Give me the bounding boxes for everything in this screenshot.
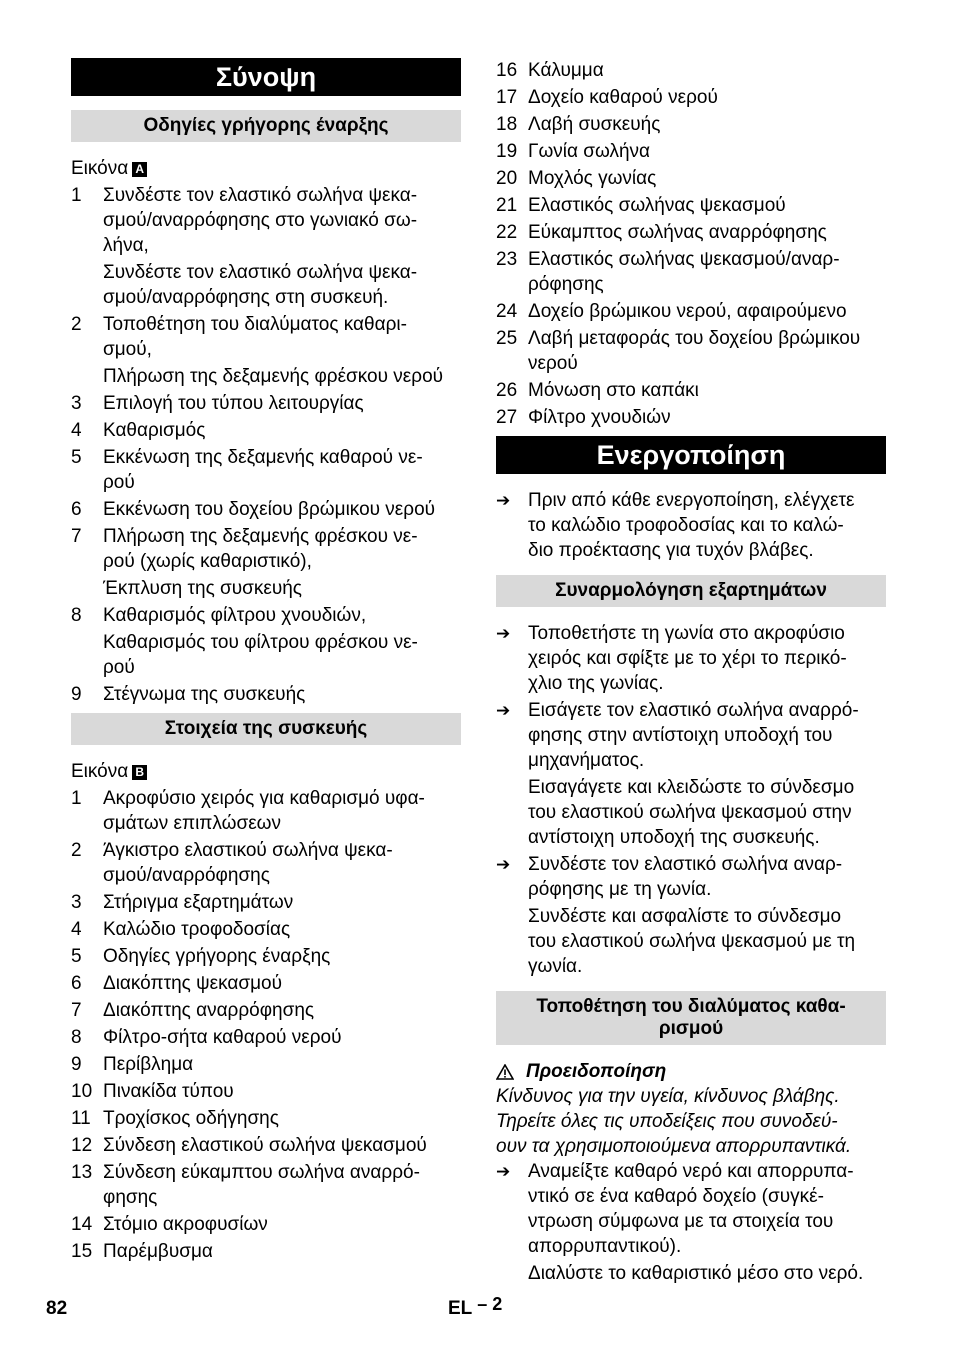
list-item-text: Δοχείο καθαρού νερού <box>528 87 718 108</box>
list-item-number: 11 <box>71 1108 91 1129</box>
subsection-title-assembly: Συναρμολόγηση εξαρτημάτων <box>496 575 886 607</box>
list-item-number: 15 <box>71 1241 93 1262</box>
element-item <box>496 220 886 245</box>
list-item-text: Περίβλημα <box>103 1054 194 1075</box>
assembly-step-3 <box>496 852 886 902</box>
quickstart-item <box>71 445 461 495</box>
list-item-text: Επιλογή του τύπου λειτουργίας <box>103 393 364 414</box>
list-item-text: Λαβή μεταφοράς του δοχείου βρώμικου νερού <box>528 328 861 374</box>
element-item <box>71 786 461 836</box>
list-item-text: Συνδέστε τον ελαστικό σωλήνα ψεκα- σμού/αναρρόφησης στο γωνιακό σω- λήνα, <box>103 185 418 256</box>
list-item-number <box>71 576 103 601</box>
quickstart-list <box>71 183 461 707</box>
list-item-number: 18 <box>496 114 518 135</box>
right-column <box>496 58 886 1288</box>
list-item-number: 7 <box>71 1000 82 1021</box>
assembly-step-3-continuation: Συνδέστε και ασφαλίστε το σύνδεσμο του ελαστικού σωλήνα ψεκασμού με τη γωνία. <box>528 906 856 977</box>
list-item-number <box>71 260 103 310</box>
list-item-number: 5 <box>71 447 82 468</box>
element-item <box>496 139 886 164</box>
list-item-number: 1 <box>71 185 82 206</box>
element-item <box>496 85 886 110</box>
warning-heading <box>496 1059 886 1084</box>
element-item <box>71 1025 461 1050</box>
quickstart-item <box>71 682 461 707</box>
list-item-number: 3 <box>71 892 82 913</box>
element-item <box>496 326 886 376</box>
list-item-text: Πλήρωση της δεξαμενής φρέσκου νερού <box>103 366 444 387</box>
list-item-number: 19 <box>496 141 518 162</box>
list-item-text: Έκπλυση της συσκευής <box>103 578 302 599</box>
list-item-text: Καλώδιο τροφοδοσίας <box>103 919 291 940</box>
list-item-number: 4 <box>71 420 82 441</box>
list-item-number <box>71 364 103 389</box>
element-item <box>496 405 886 430</box>
list-item-text: Στόμιο ακροφυσίων <box>103 1214 268 1235</box>
list-item-text: Σύνδεση ελαστικού σωλήνα ψεκασμού <box>103 1135 427 1156</box>
element-item <box>71 917 461 942</box>
list-item-number: 26 <box>496 380 518 401</box>
list-item-number: 2 <box>71 840 82 861</box>
list-item-text: Μόνωση στο καπάκι <box>528 380 699 401</box>
figure-label: Εικόνα <box>71 761 129 782</box>
figure-b-badge: B <box>132 765 147 780</box>
list-item-number: 13 <box>71 1162 93 1183</box>
list-item-number: 1 <box>71 788 82 809</box>
list-item-text: Μοχλός γωνίας <box>528 168 657 189</box>
element-item <box>71 1079 461 1104</box>
list-item-number: 6 <box>71 499 82 520</box>
list-item-text: Διακόπτης ψεκασμού <box>103 973 282 994</box>
figure-ref-b <box>71 759 461 784</box>
list-item-number: 23 <box>496 249 518 270</box>
solution-step-1 <box>496 1159 886 1259</box>
list-item-text: Ακροφύσιο χειρός για καθαρισμό υφα- σμάτων επιπλώσεων <box>103 788 425 834</box>
element-item <box>496 112 886 137</box>
list-item-text: Σύνδεση εύκαμπτου σωλήνα αναρρό- φησης <box>103 1162 420 1208</box>
list-item-number: 22 <box>496 222 518 243</box>
list-item-number: 9 <box>71 684 82 705</box>
startup-note-text: Πριν από κάθε ενεργοποίηση, ελέγχετε το καλώδιο τροφοδοσίας και το καλώ- διο προέκτασης για τυχόν βλάβες. <box>528 490 855 561</box>
list-item-text: Ελαστικός σωλήνας ψεκασμού <box>528 195 786 216</box>
section-title-synopsis: Σύνοψη <box>71 58 461 96</box>
quickstart-item <box>71 364 461 389</box>
element-item <box>71 1052 461 1077</box>
list-item-text: Κάλυμμα <box>528 60 604 81</box>
list-item-number: 16 <box>496 60 518 81</box>
list-item-text: Καθαρισμός φίλτρου χνουδιών, <box>103 605 367 626</box>
list-item-text: Στήριγμα εξαρτημάτων <box>103 892 294 913</box>
list-item-number: 7 <box>71 526 82 547</box>
list-item-text: Παρέμβυσμα <box>103 1241 213 1262</box>
list-item-number: 14 <box>71 1214 93 1235</box>
element-item <box>71 971 461 996</box>
element-item <box>496 299 886 324</box>
subsection-title-quickstart: Οδηγίες γρήγορης έναρξης <box>71 110 461 142</box>
quickstart-item <box>71 524 461 574</box>
list-item-text: Καθαρισμός του φίλτρου φρέσκου νε- ρού <box>103 632 418 678</box>
list-item-number: 21 <box>496 195 518 216</box>
page-number: 82 <box>46 1298 68 1319</box>
list-item-text: Στέγνωμα της συσκευής <box>103 684 306 705</box>
elements-list-left <box>71 786 461 1264</box>
element-item <box>71 998 461 1023</box>
list-item-text: Εκκένωση της δεξαμενής καθαρού νε- ρού <box>103 447 423 493</box>
list-item-number: 2 <box>71 314 82 335</box>
list-item-text: Δοχείο βρώμικου νερού, αφαιρούμενο <box>528 301 847 322</box>
element-item <box>71 1106 461 1131</box>
elements-list-right <box>496 58 886 430</box>
list-item-text: Φίλτρο-σήτα καθαρού νερού <box>103 1027 342 1048</box>
arrow-right-icon: ➔ <box>496 855 511 874</box>
element-item <box>71 838 461 888</box>
list-item-text: Φίλτρο χνουδιών <box>528 407 671 428</box>
list-item-text: Τοποθέτηση του διαλύματος καθαρι- σμού, <box>103 314 407 360</box>
list-item-text: Πινακίδα τύπου <box>103 1081 234 1102</box>
solution-step-1-continuation: Διαλύστε το καθαριστικό μέσο στο νερό. <box>528 1263 864 1284</box>
quickstart-item <box>71 603 461 628</box>
section-title-startup: Ενεργοποίηση <box>496 436 886 474</box>
list-item-text: Διακόπτης αναρρόφησης <box>103 1000 315 1021</box>
warning-text: Κίνδυνος για την υγεία, κίνδυνος βλάβης. Τηρείτε όλες τις υποδείξεις που συνοδεύ- ουν τα χρησιμοποιούμενα απορρυπαντικά. <box>496 1086 852 1157</box>
list-item-text: Πλήρωση της δεξαμενής φρέσκου νε- ρού (χωρίς καθαριστικό), <box>103 526 418 572</box>
list-item-number: 17 <box>496 87 518 108</box>
arrow-right-icon: ➔ <box>496 491 511 510</box>
list-item-number: 4 <box>71 919 82 940</box>
list-item-number: 24 <box>496 301 518 322</box>
assembly-step-2 <box>496 698 886 773</box>
subsection-title-solution: Τοποθέτηση του διαλύματος καθα- ρισμού <box>496 991 886 1045</box>
warning-triangle-icon <box>496 1064 514 1080</box>
element-item <box>71 1133 461 1158</box>
assembly-step-1 <box>496 621 886 696</box>
quickstart-item <box>71 576 461 601</box>
list-item-number: 27 <box>496 407 518 428</box>
element-item <box>496 58 886 83</box>
element-item <box>496 166 886 191</box>
list-item-number: 10 <box>71 1081 93 1102</box>
startup-note <box>496 488 886 563</box>
footer-subpage: – 2 <box>477 1294 503 1314</box>
assembly-step-2-continuation: Εισαγάγετε και κλειδώστε το σύνδεσμο του ελαστικού σωλήνα ψεκασμού στην αντίστοιχη υποδοχή της συσκευής. <box>528 777 855 848</box>
arrow-right-icon: ➔ <box>496 624 511 643</box>
arrow-right-icon: ➔ <box>496 1162 511 1181</box>
list-item-number: 20 <box>496 168 518 189</box>
list-item-number: 5 <box>71 946 82 967</box>
element-item <box>71 1239 461 1264</box>
element-item <box>496 247 886 297</box>
element-item <box>71 944 461 969</box>
element-item <box>71 1160 461 1210</box>
list-item-number: 8 <box>71 1027 82 1048</box>
list-item-number <box>71 630 103 680</box>
arrow-right-icon: ➔ <box>496 701 511 720</box>
list-item-number: 12 <box>71 1135 93 1156</box>
list-item-number: 3 <box>71 393 82 414</box>
list-item-number: 9 <box>71 1054 82 1075</box>
list-item-text: Τροχίσκος οδήγησης <box>103 1108 279 1129</box>
warning-title: Προειδοποίηση <box>526 1061 667 1082</box>
element-item <box>71 890 461 915</box>
solution-step-1-text: Αναμείξτε καθαρό νερό και απορρυπα- ντικό σε ένα καθαρό δοχείο (συγκέ- ντρωση σύμφωνα με τα στοιχεία του απορρυπαντικού). <box>528 1161 854 1257</box>
footer-language <box>448 1294 503 1320</box>
subsection-title-elements: Στοιχεία της συσκευής <box>71 713 461 745</box>
list-item-text: Γωνία σωλήνα <box>528 141 651 162</box>
list-item-text: Οδηγίες γρήγορης έναρξης <box>103 946 331 967</box>
list-item-number: 25 <box>496 328 518 349</box>
quickstart-item <box>71 312 461 362</box>
assembly-step-3-text: Συνδέστε τον ελαστικό σωλήνα αναρ- ρόφησης με τη γωνία. <box>528 854 843 900</box>
element-item <box>496 378 886 403</box>
figure-ref-a <box>71 156 461 181</box>
list-item-text: Συνδέστε τον ελαστικό σωλήνα ψεκα- σμού/αναρρόφησης στη συσκευή. <box>103 262 418 308</box>
assembly-step-2-text: Εισάγετε τον ελαστικό σωλήνα αναρρό- φησης στην αντίστοιχη υποδοχή του μηχανήματος. <box>528 700 859 771</box>
quickstart-item <box>71 630 461 680</box>
figure-a-badge: A <box>132 162 147 177</box>
quickstart-item <box>71 418 461 443</box>
list-item-text: Εκκένωση του δοχείου βρώμικου νερού <box>103 499 436 520</box>
list-item-text: Εύκαμπτος σωλήνας αναρρόφησης <box>528 222 827 243</box>
list-item-text: Λαβή συσκευής <box>528 114 661 135</box>
quickstart-item <box>71 183 461 258</box>
figure-label: Εικόνα <box>71 158 129 179</box>
quickstart-item <box>71 391 461 416</box>
quickstart-item <box>71 497 461 522</box>
list-item-text: Ελαστικός σωλήνας ψεκασμού/αναρ- ρόφησης <box>528 249 840 295</box>
list-item-number: 6 <box>71 973 82 994</box>
assembly-step-1-text: Τοποθετήστε τη γωνία στο ακροφύσιο χειρός και σφίξτε με το χέρι το περικό- χλιο της γωνίας. <box>528 623 847 694</box>
quickstart-item <box>71 260 461 310</box>
left-column <box>71 58 461 1266</box>
list-item-number: 8 <box>71 605 82 626</box>
element-item <box>71 1212 461 1237</box>
list-item-text: Καθαρισμός <box>103 420 206 441</box>
list-item-text: Άγκιστρο ελαστικού σωλήνα ψεκα- σμού/αναρρόφησης <box>103 840 393 886</box>
language-code: EL <box>448 1298 472 1319</box>
element-item <box>496 193 886 218</box>
